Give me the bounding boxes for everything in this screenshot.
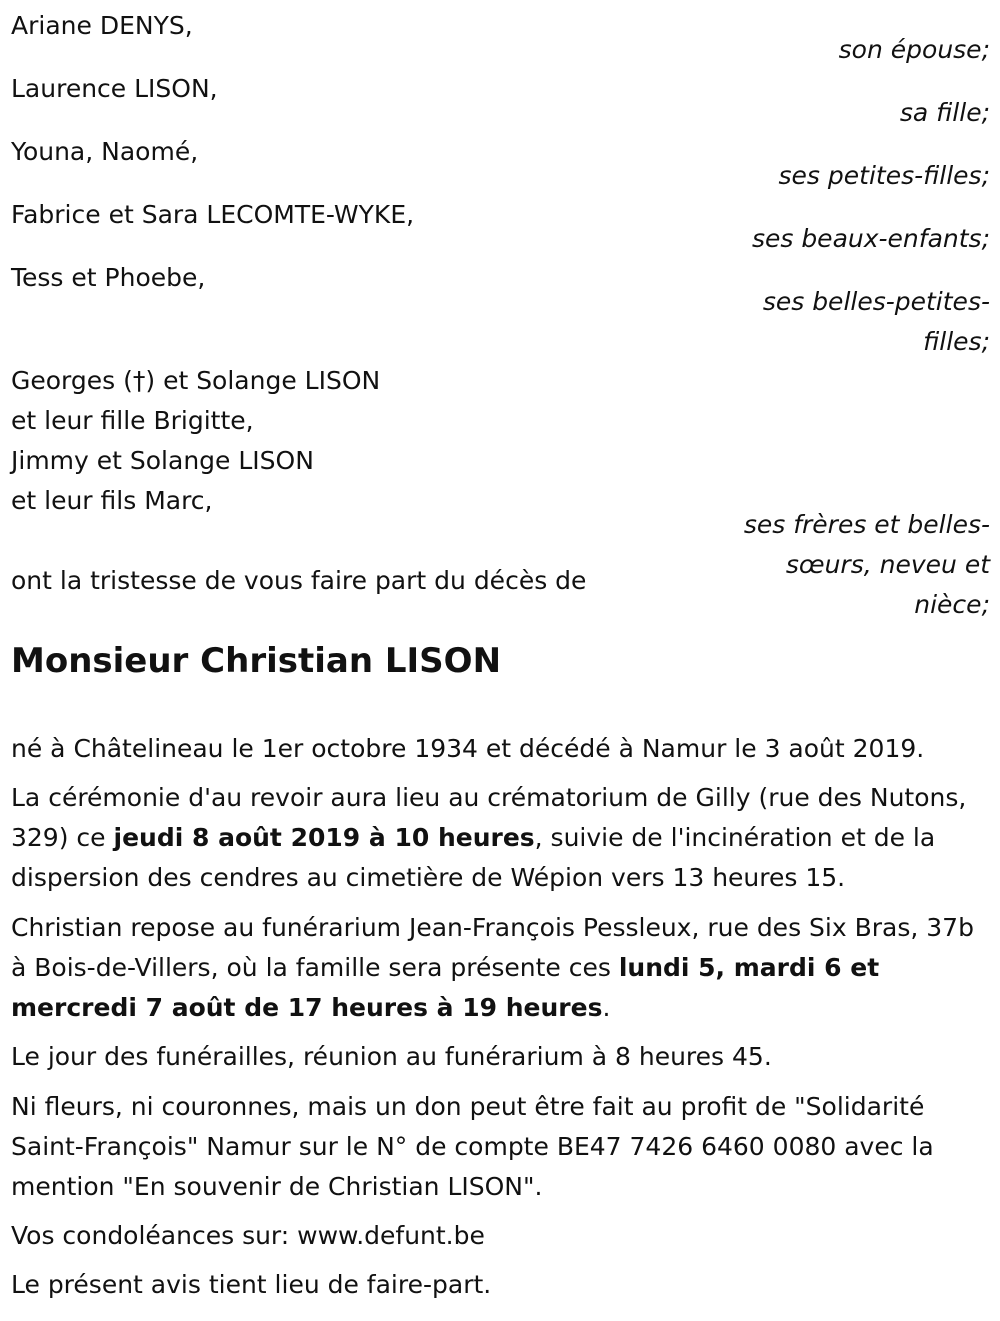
sibling-line: Jimmy et Solange LISON bbox=[11, 446, 314, 475]
family-member-relation: sa fille; bbox=[899, 98, 990, 127]
announcement-text: ont la tristesse de vous faire part du décès de bbox=[11, 566, 587, 595]
notice-paragraph: Le présent avis tient lieu de faire-part. bbox=[11, 1270, 492, 1299]
family-member-name: Tess et Phoebe, bbox=[11, 263, 206, 292]
family-member-relation: filles; bbox=[923, 327, 990, 356]
family-member-name: Youna, Naomé, bbox=[11, 137, 199, 166]
visitation-paragraph bbox=[11, 908, 989, 1028]
family-member-name: Ariane DENYS, bbox=[11, 11, 193, 40]
visitation-text: Christian repose au funérarium Jean-François Pessleux, rue des Six Bras, 37b à Bois-de-Villers, où la famille sera présente ces bbox=[11, 913, 974, 982]
visitation-dates: lundi 5, mardi 6 et mercredi 7 août de 17 heures à 19 heures bbox=[11, 953, 880, 1022]
siblings-relation: ses frères et belles- bbox=[743, 510, 990, 539]
birth-paragraph: né à Châtelineau le 1er octobre 1934 et décédé à Namur le 3 août 2019. bbox=[11, 734, 925, 763]
sibling-line: et leur fils Marc, bbox=[11, 486, 213, 515]
ceremony-date: jeudi 8 août 2019 à 10 heures bbox=[113, 823, 535, 852]
family-member-relation: ses petites-filles; bbox=[778, 161, 990, 190]
family-member-relation: ses belles-petites- bbox=[762, 287, 990, 316]
ceremony-text: La cérémonie d'au revoir aura lieu au crématorium de Gilly (rue des Nutons, 329) ce bbox=[11, 783, 967, 852]
visitation-text-end: . bbox=[602, 993, 611, 1022]
siblings-relation: sœurs, neveu et bbox=[785, 550, 990, 579]
ceremony-text-end: , suivie de l'incinération et de la dispersion des cendres au cimetière de Wépion vers 13 heures 15. bbox=[11, 823, 936, 892]
family-member-name: Fabrice et Sara LECOMTE-WYKE, bbox=[11, 200, 415, 229]
ceremony-paragraph bbox=[11, 778, 989, 898]
sibling-line: Georges (†) et Solange LISON bbox=[11, 366, 381, 395]
funeral-day-paragraph: Le jour des funérailles, réunion au funérarium à 8 heures 45. bbox=[11, 1042, 772, 1071]
family-member-name: Laurence LISON, bbox=[11, 74, 218, 103]
family-member-relation: ses beaux-enfants; bbox=[751, 224, 990, 253]
deceased-name: Monsieur Christian LISON bbox=[11, 641, 502, 681]
sibling-line: et leur fille Brigitte, bbox=[11, 406, 254, 435]
condolences-paragraph: Vos condoléances sur: www.defunt.be bbox=[11, 1221, 485, 1250]
donation-paragraph: Ni fleurs, ni couronnes, mais un don peut être fait au profit de "Solidarité Saint-François" Namur sur le N° de compte BE47 7426 6460 0080 avec la mention "En souvenir de Christian LISON". bbox=[11, 1092, 934, 1201]
siblings-relation: nièce; bbox=[914, 590, 990, 619]
family-member-relation: son épouse; bbox=[838, 35, 990, 64]
